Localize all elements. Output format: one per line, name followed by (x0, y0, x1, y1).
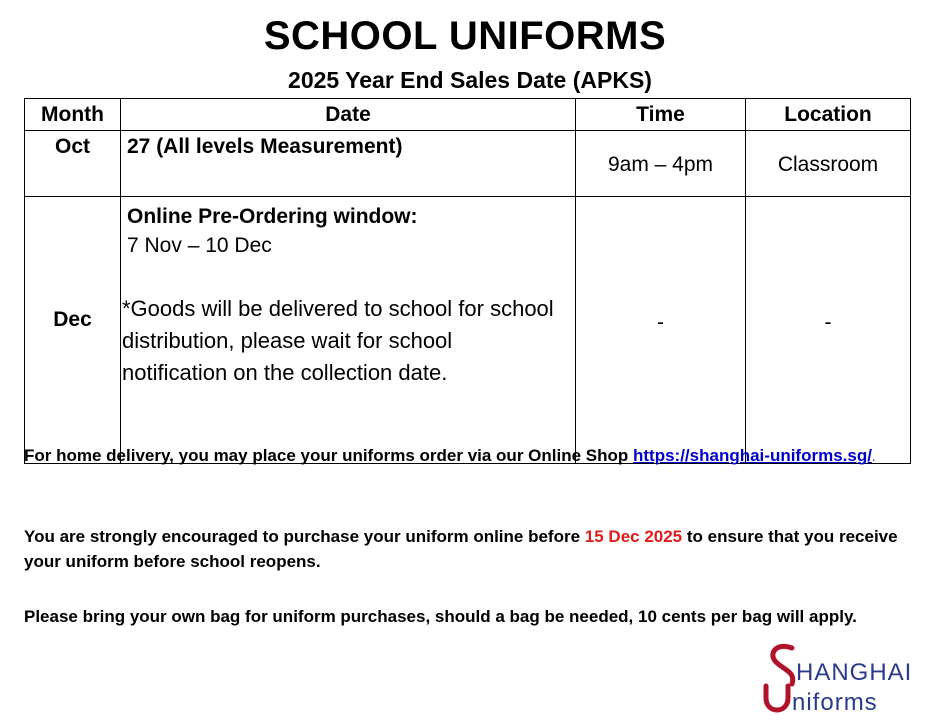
month-cell: Oct (25, 131, 121, 197)
column-header-time: Time (576, 99, 746, 131)
time-cell: - (576, 197, 746, 464)
online-shop-link[interactable]: https://shanghai-uniforms.sg/ (633, 446, 872, 465)
deadline-date: 15 Dec 2025 (584, 527, 683, 546)
delivery-note: *Goods will be delivered to school for school distribution, please wait for school notification on the collection date. (122, 296, 554, 385)
location-cell: - (746, 197, 911, 464)
home-delivery-notice (24, 443, 904, 470)
logo-text-line2: niforms (792, 689, 878, 716)
notice-period: . (871, 450, 876, 464)
column-header-date: Date (121, 99, 576, 131)
logo-text-line1: HANGHAI (796, 659, 913, 686)
pre-order-window: 7 Nov – 10 Dec (127, 234, 272, 257)
table-row (25, 131, 911, 197)
column-header-location: Location (746, 99, 911, 131)
location-cell: Classroom (746, 131, 911, 197)
purchase-deadline-notice (24, 524, 904, 574)
date-cell (121, 197, 576, 464)
bag-notice: Please bring your own bag for uniform purchases, should a bag be needed, 10 cents per bag will apply. (24, 607, 857, 626)
page-title: SCHOOL UNIFORMS (263, 14, 667, 58)
home-delivery-text: For home delivery, you may place your uniforms order via our Online Shop (24, 446, 629, 465)
sales-schedule-table (24, 98, 911, 464)
logo-mark (762, 640, 922, 720)
column-header-month: Month (25, 99, 121, 131)
shanghai-uniforms-logo (762, 640, 922, 720)
table-header-row (25, 99, 911, 131)
pre-order-title: Online Pre-Ordering window: (127, 205, 418, 228)
table-row (25, 197, 911, 464)
date-cell: 27 (All levels Measurement) (121, 131, 576, 197)
page-subtitle: 2025 Year End Sales Date (APKS) (288, 67, 652, 93)
month-cell: Dec (25, 197, 121, 464)
time-cell: 9am – 4pm (576, 131, 746, 197)
deadline-text-before: You are strongly encouraged to purchase your uniform online before (24, 527, 581, 546)
deadline-text-after: to ensure that you receive your uniform before school reopens. (24, 527, 898, 571)
